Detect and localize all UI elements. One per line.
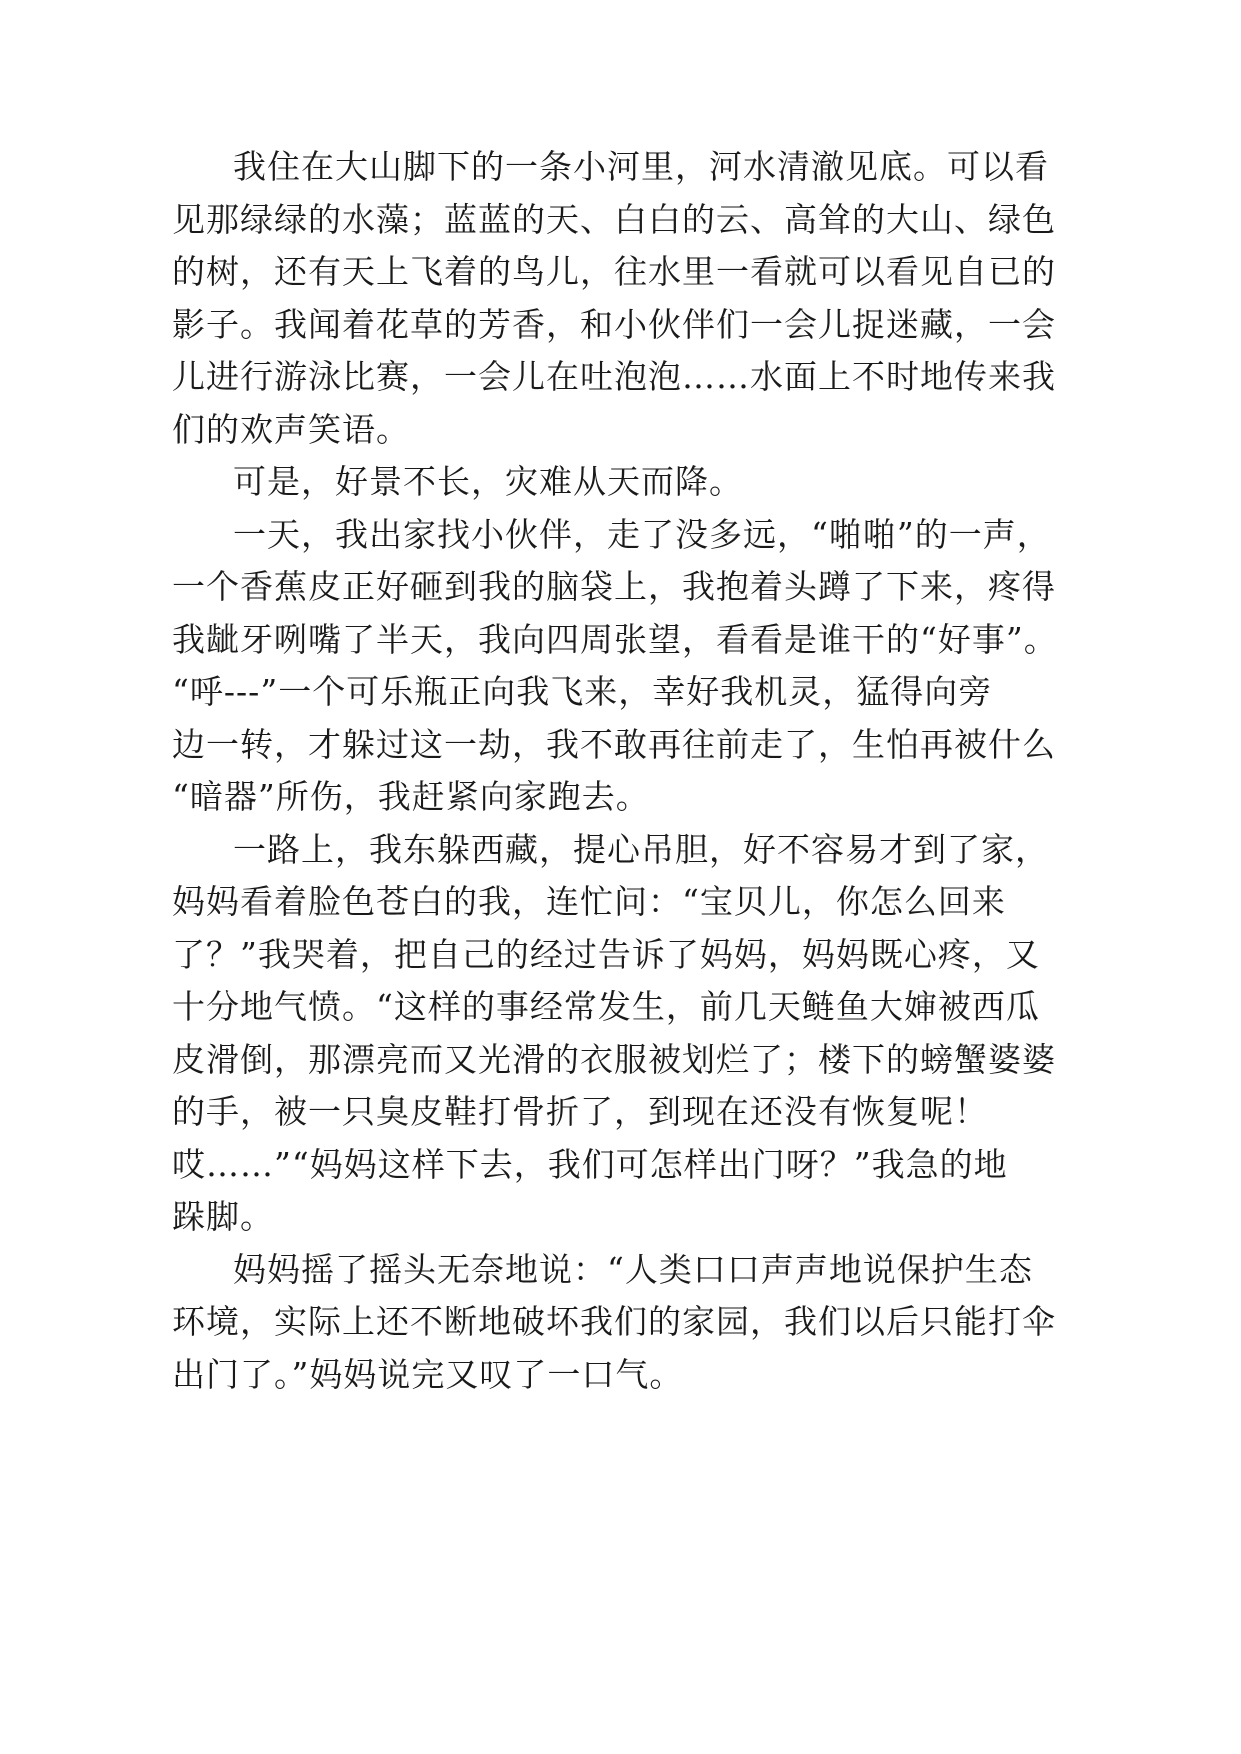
text-line: 皮滑倒，那漂亮而又光滑的衣服被划烂了；楼下的螃蟹婆婆 — [172, 1040, 1056, 1079]
text-line: 我龇牙咧嘴了半天，我向四周张望，看看是谁干的“好事”。 — [172, 620, 1058, 659]
text-line: 妈妈摇了摇头无奈地说：“人类口口声声地说保护生态 — [233, 1250, 1033, 1289]
text-line: 们的欢声笑语。 — [172, 410, 410, 449]
text-line: 一路上，我东躲西藏，提心吊胆，好不容易才到了家， — [233, 830, 1049, 869]
text-line: 边一转，才躲过这一劫，我不敢再往前走了，生怕再被什么 — [172, 725, 1056, 764]
text-line: 的手，被一只臭皮鞋打骨折了，到现在还没有恢复呢！ — [172, 1092, 988, 1131]
text-line: 环境，实际上还不断地破坏我们的家园，我们以后只能打伞 — [172, 1302, 1056, 1341]
text-line: 一个香蕉皮正好砸到我的脑袋上，我抱着头蹲了下来，疼得 — [172, 567, 1056, 606]
text-line: 影子。我闻着花草的芳香，和小伙伴们一会儿捉迷藏，一会 — [172, 305, 1056, 344]
text-line: 我住在大山脚下的一条小河里，河水清澈见底。可以看 — [233, 147, 1049, 186]
text-line: “暗器”所伤，我赶紧向家跑去。 — [172, 777, 650, 816]
text-line: 了？”我哭着，把自己的经过告诉了妈妈，妈妈既心疼，又 — [172, 935, 1040, 974]
text-line: 出门了。”妈妈说完又叹了一口气。 — [172, 1355, 684, 1394]
text-line: 妈妈看着脸色苍白的我，连忙问：“宝贝儿，你怎么回来 — [172, 882, 1006, 921]
text-line: 儿进行游泳比赛，一会儿在吐泡泡……水面上不时地传来我 — [172, 357, 1056, 396]
text-line: 的树，还有天上飞着的鸟儿，往水里一看就可以看见自已的 — [172, 252, 1056, 291]
text-line: 一天，我出家找小伙伴，走了没多远，“啪啪”的一声， — [233, 515, 1051, 554]
text-line: 见那绿绿的水藻；蓝蓝的天、白白的云、高耸的大山、绿色 — [172, 200, 1056, 239]
text-line: 十分地气愤。“这样的事经常发生，前几天鲢鱼大婶被西瓜 — [172, 987, 1040, 1026]
text-line: 哎……”“妈妈这样下去，我们可怎样出门呀？”我急的地 — [172, 1145, 1008, 1184]
text-line: 可是，好景不长，灾难从天而降。 — [233, 462, 743, 501]
text-line: “呼---”一个可乐瓶正向我飞来，幸好我机灵，猛得向旁 — [172, 672, 993, 711]
text-line: 跺脚。 — [172, 1197, 274, 1236]
